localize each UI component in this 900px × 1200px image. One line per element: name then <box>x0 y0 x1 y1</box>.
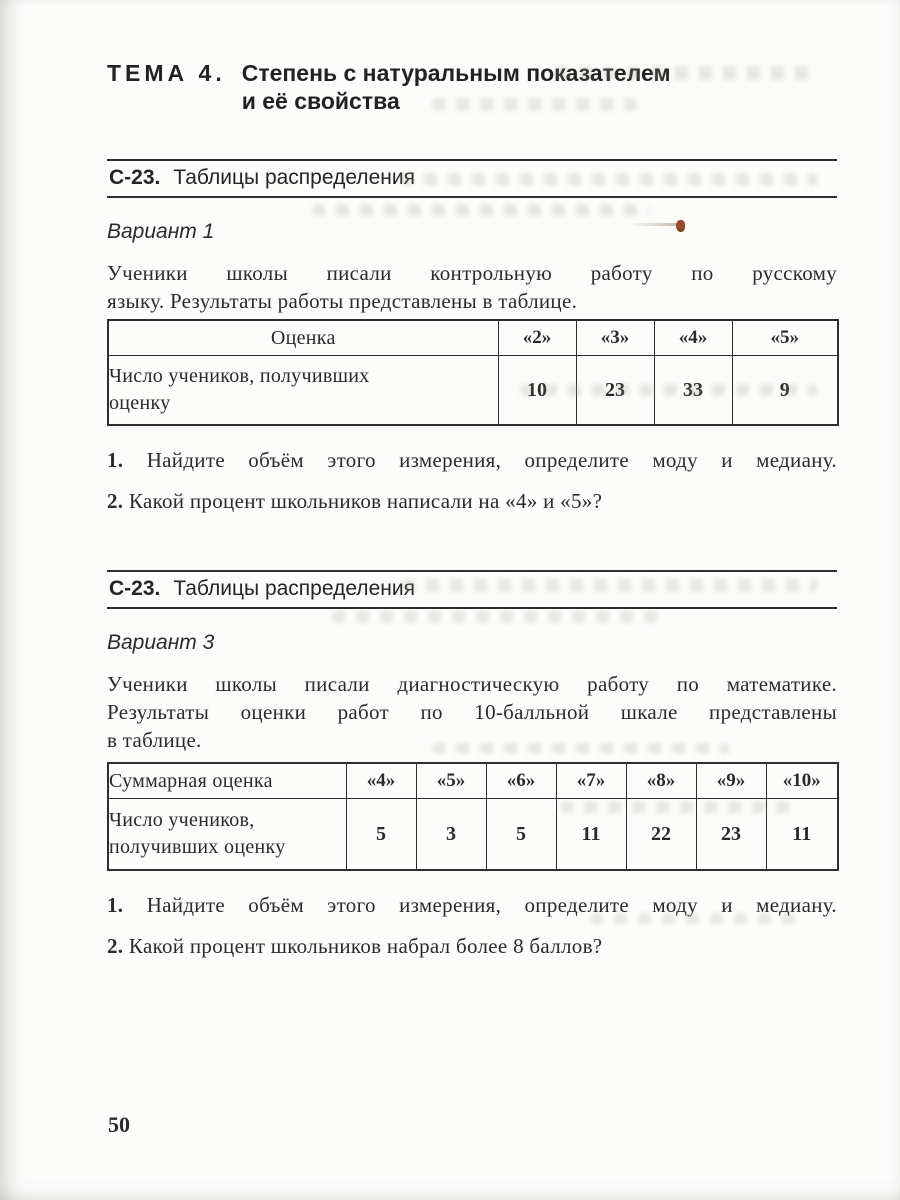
table-value: 10 <box>498 356 576 426</box>
section-header <box>107 159 837 198</box>
ink-stain <box>676 220 685 232</box>
table-value: 11 <box>556 799 626 871</box>
section-variant-1 <box>107 159 837 515</box>
section-heading: Таблицы распределения <box>173 166 415 189</box>
table-column-header: «9» <box>696 763 766 799</box>
table-value: 5 <box>486 799 556 871</box>
variant-label: Вариант 1 <box>107 220 215 243</box>
page-number: 50 <box>108 1112 130 1137</box>
table-column-header: «8» <box>626 763 696 799</box>
table-column-header: «4» <box>654 320 732 356</box>
table-value: 5 <box>346 799 416 871</box>
variant-label: Вариант 3 <box>107 631 215 654</box>
scratch-mark <box>632 223 678 226</box>
table-column-header: «2» <box>498 320 576 356</box>
intro-line: Ученики школы писали контрольную работу по русскому <box>107 261 837 285</box>
table-header-label: Оценка <box>108 320 498 356</box>
question-text: Найдите объём этого измерения, определите моду и медиану. <box>146 448 837 472</box>
intro-line: в таблице. <box>107 728 202 752</box>
table-value: 9 <box>732 356 838 426</box>
theme-title-line2: и её свойства <box>241 88 400 114</box>
section-heading: Таблицы распределения <box>173 577 415 600</box>
question-number: 1. <box>107 893 124 917</box>
table-column-header: «6» <box>486 763 556 799</box>
table-value: 22 <box>626 799 696 871</box>
table-column-header: «5» <box>732 320 838 356</box>
question-text: Найдите объём этого измерения, определите моду и медиану. <box>146 893 837 917</box>
table-header-row <box>108 320 838 356</box>
theme-label: ТЕМА 4. <box>107 60 226 86</box>
table-value: 11 <box>766 799 838 871</box>
page-title <box>107 0 837 115</box>
table-header-label: Суммарная оценка <box>108 763 346 799</box>
question-number: 2. <box>107 934 124 958</box>
intro-line: языку. Результаты работы представлены в таблице. <box>107 289 578 313</box>
intro-line: Ученики школы писали диагностическую работу по математике. <box>107 672 837 696</box>
row-label-line: Число учеников, получивших <box>109 365 370 387</box>
section-variant-3 <box>107 570 837 960</box>
table-column-header: «3» <box>576 320 654 356</box>
table-column-header: «4» <box>346 763 416 799</box>
row-label-line: оценку <box>109 392 171 414</box>
question-1 <box>107 892 837 919</box>
row-label-line: получивших оценку <box>109 836 286 858</box>
table-value: 23 <box>696 799 766 871</box>
question-2 <box>107 488 837 515</box>
theme-title-line1: Степень с натуральным показателем <box>241 60 671 86</box>
question-2 <box>107 933 837 960</box>
question-number: 1. <box>107 448 124 472</box>
intro-line: Результаты оценки работ по 10-балльной шкале представлены <box>107 700 837 724</box>
question-1 <box>107 447 837 474</box>
table-value: 23 <box>576 356 654 426</box>
section-code: С-23. <box>109 577 161 600</box>
table-value: 3 <box>416 799 486 871</box>
table-column-header: «5» <box>416 763 486 799</box>
page-content <box>107 0 837 960</box>
section-header <box>107 570 837 609</box>
row-label-line: Число учеников, <box>109 809 255 831</box>
intro-paragraph <box>107 670 837 754</box>
section-code: С-23. <box>109 166 161 189</box>
question-text: Какой процент школьников набрал более 8 баллов? <box>128 934 603 958</box>
table-data-row <box>108 356 838 426</box>
distribution-table-points <box>107 762 839 871</box>
table-header-row <box>108 763 838 799</box>
table-row-label <box>108 356 498 426</box>
table-data-row <box>108 799 838 871</box>
question-text: Какой процент школьников написали на «4» и «5»? <box>128 489 603 513</box>
theme-title <box>242 59 671 115</box>
table-column-header: «7» <box>556 763 626 799</box>
intro-paragraph <box>107 259 837 315</box>
distribution-table-grades <box>107 319 839 426</box>
table-value: 33 <box>654 356 732 426</box>
table-column-header: «10» <box>766 763 838 799</box>
table-row-label <box>108 799 346 871</box>
question-number: 2. <box>107 489 124 513</box>
